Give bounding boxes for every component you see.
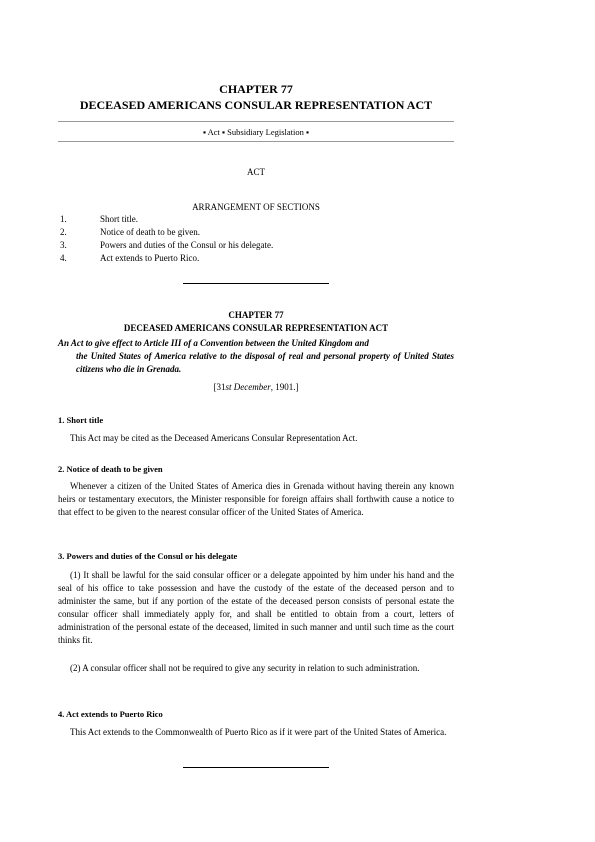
section-2-heading: 2. Notice of death to be given [58, 464, 163, 474]
section-3-heading: 3. Powers and duties of the Consul or his delegate [58, 551, 238, 561]
bullet-icon: ▪ [202, 127, 206, 137]
section-4-text: This Act extends to the Commonwealth of Puerto Rico as if it were part of the United States of America. [70, 727, 447, 737]
act-title: DECEASED AMERICANS CONSULAR REPRESENTATION ACT [79, 98, 433, 112]
long-title-line-1: An Act to give effect to Article III of a Convention between the United Kingdom and [58, 338, 369, 348]
toc-item-notice-of-death[interactable]: Notice of death to be given. [100, 227, 200, 237]
toc-number: 3. [60, 240, 67, 250]
act-link[interactable]: Act [207, 127, 220, 137]
section-3-subsection-1: (1) It shall be lawful for the said consular officer or a delegate appointed by him under his hand and the seal of his office to take possession and have the custody of the estate of the deceased person and to administer the same, but if any portion of the estate of the deceased person consists of personal estate the consular officer shall immediately apply for, and shall be entitled to obtain from a court, letters of administration of the personal estate of the deceased, limited in such manner and until such time as the court thinks fit. [58, 570, 454, 645]
toc-number: 2. [60, 227, 67, 237]
toc-number: 1. [60, 214, 67, 224]
section-3-subsection-2: (2) A consular officer shall not be required to give any security in relation to such administration. [70, 663, 420, 673]
section-1-heading: 1. Short title [58, 415, 104, 425]
toc-number: 4. [60, 253, 67, 263]
commencement-date: [31st December, 1901.] [213, 382, 299, 392]
header-divider-top [58, 121, 454, 122]
section-4-heading: 4. Act extends to Puerto Rico [58, 709, 163, 719]
long-title [58, 337, 454, 376]
section-1-text: This Act may be cited as the Deceased Americans Consular Representation Act. [70, 433, 358, 443]
header-divider-bottom [58, 141, 454, 142]
act-heading: ACT [247, 167, 265, 177]
subsidiary-legislation-link[interactable]: Subsidiary Legislation [227, 127, 304, 137]
end-divider [183, 767, 329, 768]
bullet-icon: ▪ [306, 127, 310, 137]
chapter-number: CHAPTER 77 [219, 82, 293, 96]
toc-item-powers-and-duties[interactable]: Powers and duties of the Consul or his delegate. [100, 240, 274, 250]
bullet-icon: ▪ [222, 127, 226, 137]
long-title-line-2: the United States of America relative to the disposal of real and personal property of United States citizens who die in Grenada. [76, 351, 454, 374]
section-divider [183, 283, 329, 284]
toc-item-short-title[interactable]: Short title. [100, 214, 138, 224]
section-2-text: Whenever a citizen of the United States of America dies in Grenada without having therein any known heirs or testamentary executors, the Minister responsible for foreign affairs shall forthwith cause a notice to that effect to be given to the nearest consular officer of the United States of America. [58, 481, 454, 517]
body-act-title: DECEASED AMERICANS CONSULAR REPRESENTATION ACT [123, 323, 389, 333]
toc-item-puerto-rico[interactable]: Act extends to Puerto Rico. [100, 253, 200, 263]
body-chapter-number: CHAPTER 77 [228, 310, 284, 320]
navigation-links [58, 126, 454, 138]
arrangement-heading: ARRANGEMENT OF SECTIONS [192, 202, 320, 212]
